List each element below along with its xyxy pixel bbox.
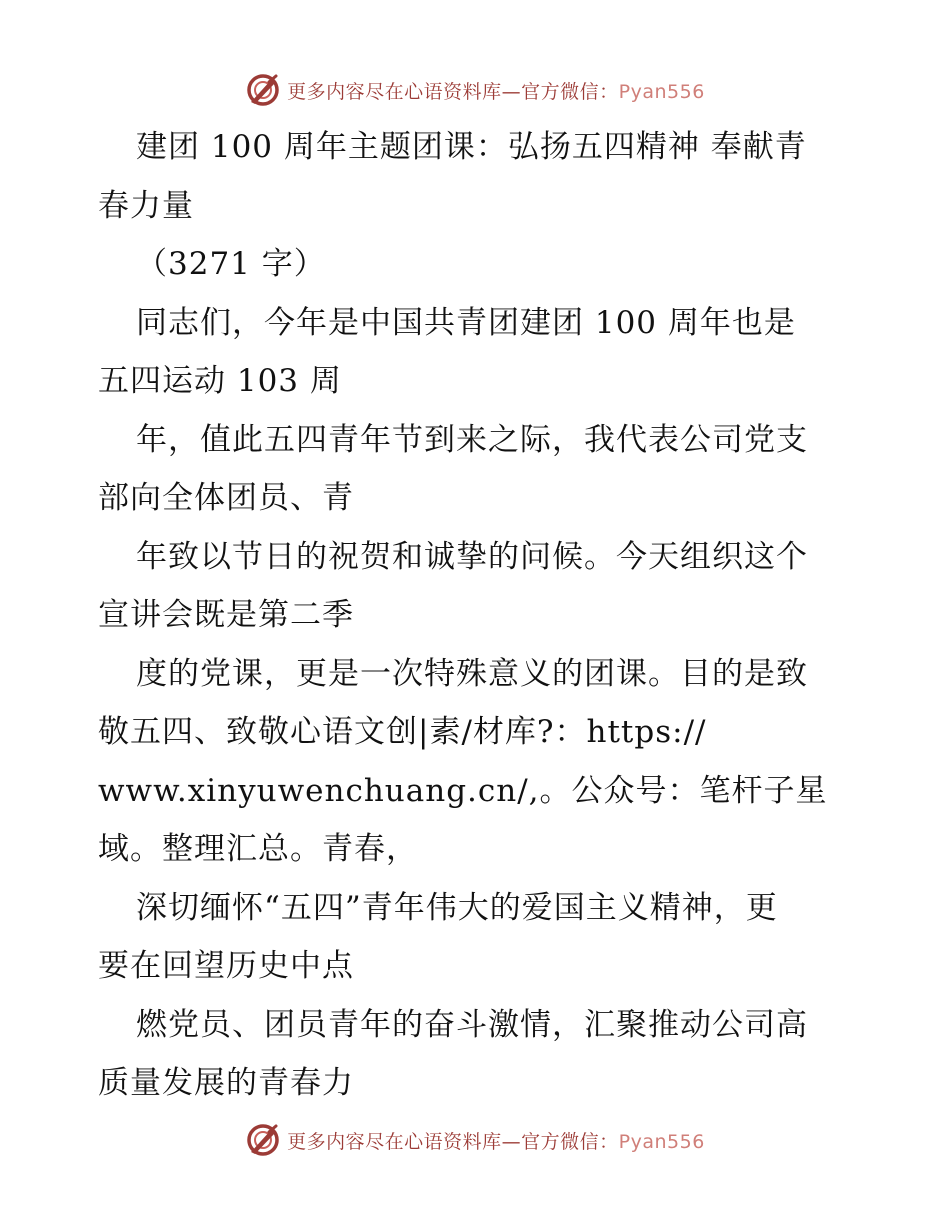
- text-line: 要在回望历史中点: [98, 948, 354, 984]
- text-line: 宣讲会既是第二季: [98, 597, 354, 633]
- wechat-id: Pyan556: [618, 80, 705, 103]
- text-line: 敬五四、致敬心语文创|素/材库?：https://: [98, 714, 707, 750]
- text-line: www.xinyuwenchuang.cn/,。公众号：笔杆子星: [98, 772, 828, 809]
- wechat-id: Pyan556: [618, 1130, 705, 1153]
- text-line: 域。整理汇总。青春，: [98, 831, 418, 867]
- text-line: 部向全体团员、青: [98, 480, 354, 516]
- text-line: （3271 字）: [136, 246, 326, 282]
- text-line: 春力量: [98, 187, 194, 224]
- pen-logo-icon: [245, 72, 281, 108]
- text-line: 五四运动 103 周: [98, 363, 342, 399]
- text-line: 燃党员、团员青年的奋斗激情，汇聚推动公司高: [136, 1006, 808, 1043]
- text-line: 建团 100 周年主题团课：弘扬五四精神 奉献青: [136, 129, 807, 165]
- text-line: 质量发展的青春力: [98, 1065, 354, 1101]
- text-line: 年致以节日的祝贺和诚挚的问候。今天组织这个: [136, 538, 808, 575]
- document-body: [98, 118, 858, 1113]
- watermark-text: 更多内容尽在心语资料库—官方微信：Pyan556: [287, 80, 705, 103]
- text-line: 年，值此五四青年节到来之际，我代表公司党支: [136, 421, 808, 458]
- text-line: 深切缅怀“五四”青年伟大的爱国主义精神，更: [136, 889, 778, 926]
- pen-logo-icon: [245, 1122, 281, 1158]
- footer-watermark-banner: [0, 1120, 950, 1160]
- text-line: 同志们，今年是中国共青团建团 100 周年也是: [136, 304, 796, 341]
- header-watermark-banner: [0, 70, 950, 110]
- watermark-text: 更多内容尽在心语资料库—官方微信：Pyan556: [287, 1130, 705, 1153]
- text-line: 度的党课，更是一次特殊意义的团课。目的是致: [136, 655, 808, 692]
